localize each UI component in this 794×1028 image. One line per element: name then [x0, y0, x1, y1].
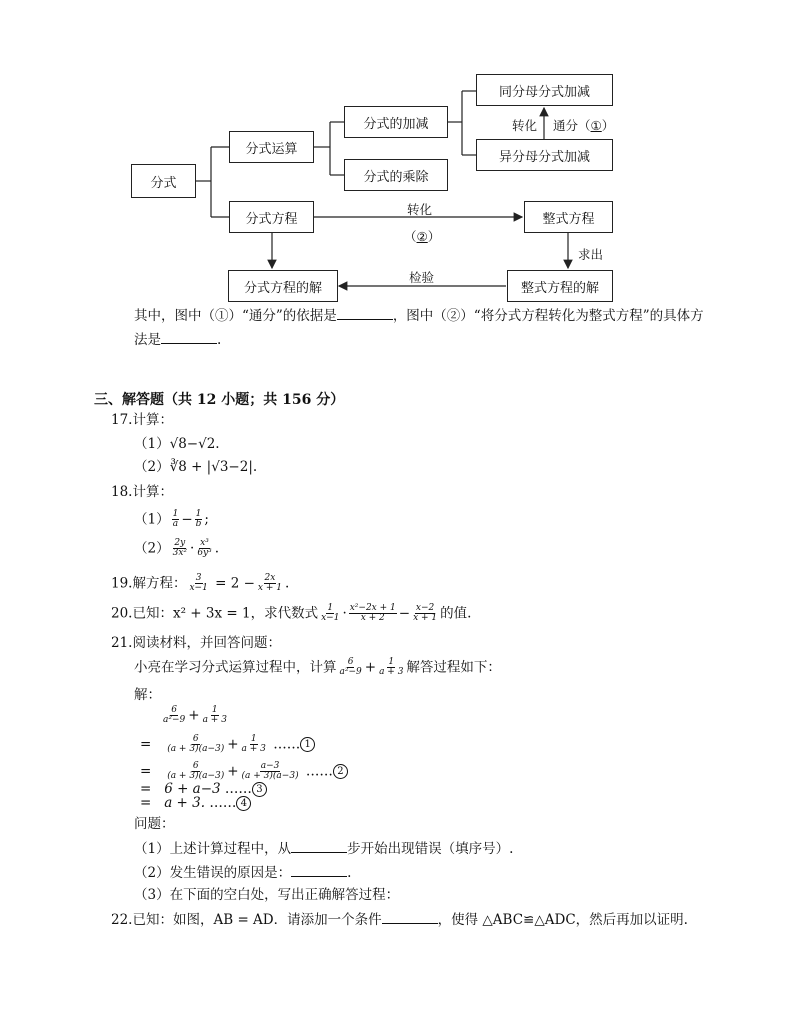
node-integral-equation: 整式方程	[524, 201, 613, 233]
frac-q20-mid: $\frac{\text{x²−2x + 1}}{x + 2}$	[349, 603, 396, 624]
node-diff-denominator: 异分母分式加减	[476, 139, 613, 171]
q21-intro-a: 小亮在学习分式运算过程中，计算	[134, 659, 337, 676]
q21-step4: = a + 3. …… 4	[140, 796, 251, 811]
label-method-2	[404, 227, 440, 245]
node-same-denominator: 同分母分式加减	[476, 74, 613, 106]
q22-text-a: 已知：如图，AB = AD．请添加一个条件	[132, 912, 382, 928]
q17-title: 计算：	[132, 412, 173, 428]
q16-line2	[134, 333, 221, 348]
concept-diagram	[0, 0, 794, 300]
node-mul-div: 分式的乘除	[344, 159, 448, 191]
frac-3-over-x-1: $\frac{3}{x-1}$	[189, 573, 208, 594]
step-marker-1: 1	[300, 737, 315, 752]
frac-q20-last: $\frac{x-2}{x + 1}$	[413, 603, 438, 624]
dots-1: ……	[273, 736, 301, 753]
frac-1-over-x-1: $\frac{1}{x-1}$	[321, 603, 340, 624]
frac-6-over-a2-9: $\frac{6}{\text{a²−9}}$	[339, 657, 362, 678]
circle-marker-2: ②	[416, 229, 428, 244]
q21-title: 阅读材料，并回答问题：	[132, 635, 281, 651]
frac-step1-a: $\frac{6}{(a + 3)(a-3)}$	[167, 734, 225, 755]
q20-text-a: 已知：x² + 3x = 1，求代数式	[132, 605, 319, 622]
q22-number: 22.	[111, 912, 133, 928]
q18-title: 计算：	[132, 484, 173, 500]
q18-head	[111, 486, 173, 500]
q18-part2: （2） $\frac{2y}{\text{3x²}}$ · $\frac{\text{x³}}{\text{6y³}}$ .	[134, 538, 220, 559]
frac-step0-a: $\frac{6}{\text{a²−9}}$	[163, 705, 186, 726]
node-root: 分式	[131, 164, 196, 198]
mid-open: （	[404, 229, 417, 244]
node-fractional-solution: 分式方程的解	[228, 270, 338, 302]
q16-line1	[134, 309, 704, 324]
node-integral-solution: 整式方程的解	[507, 270, 613, 302]
step3-expr: 6 + a−3	[164, 781, 221, 797]
q17-part1: （1）√8−√2.	[134, 436, 220, 452]
diagram-connectors	[0, 0, 794, 300]
q19-rhs: = 2 −	[215, 575, 255, 592]
q18-part2-label: （2）	[134, 540, 170, 557]
q22-line	[111, 913, 688, 928]
q21-step0: $\frac{6}{\text{a²−9}}$ + $\frac{1}{a + 3}$	[163, 705, 227, 726]
frac-step2-a: $\frac{6}{(a + 3)(a-3)}$	[167, 761, 225, 782]
q21-q2-a: （2）发生错误的原因是：	[134, 865, 292, 881]
q21-blank-2	[291, 866, 347, 877]
q21-question-3: （3）在下面的空白处，写出正确解答过程：	[134, 887, 400, 903]
q20-number: 20.	[111, 605, 133, 622]
q21-blank-1	[291, 842, 347, 853]
dots-4: ……	[209, 795, 237, 811]
q19-text: 解方程：	[132, 575, 187, 592]
common-den-text: 通分（	[553, 118, 591, 133]
dots-3: ……	[224, 781, 252, 797]
q21-question-1	[134, 842, 513, 857]
frac-2y-over-3x2: $\frac{2y}{\text{3x²}}$	[172, 538, 188, 559]
label-check: 检验	[409, 270, 435, 285]
label-solve: 求出	[578, 247, 604, 262]
label-transform-mid: 转化	[407, 202, 433, 217]
q21-q2-b: .	[347, 865, 352, 881]
q17-head	[111, 414, 173, 428]
frac-1-over-b: $\frac{1}{b}$	[195, 509, 202, 530]
q16-blank-1	[337, 309, 393, 320]
q22-text-b: ，使得 △ABC≌△ADC，然后再加以证明.	[437, 912, 688, 928]
label-common-denominator	[553, 116, 614, 134]
q19-line: 19.解方程： $\frac{3}{x-1}$ = 2 − $\frac{2x}{x + 1}$ .	[111, 573, 290, 594]
q20-text-b: 的值.	[440, 605, 472, 622]
q20-line: 20.已知：x² + 3x = 1，求代数式 $\frac{1}{x-1}$ · $\frac{\text{x²−2x + 1}}{x + 2}$ − $\frac{x-2}{x + 1}$ 的值.	[111, 603, 472, 624]
node-operations: 分式运算	[229, 131, 314, 163]
node-fractional-equation: 分式方程	[229, 201, 314, 233]
q16-line1-b: ，图中（②）“将分式方程转化为整式方程”的具体方	[392, 308, 704, 324]
q21-intro-b: 解答过程如下：	[406, 659, 501, 676]
q19-number: 19.	[111, 575, 133, 592]
q21-number: 21.	[111, 635, 133, 651]
circle-marker-1: ①	[590, 118, 602, 133]
q21-solution-label: 解：	[134, 687, 161, 703]
q21-step3: = 6 + a−3 …… 3	[140, 782, 267, 797]
q16-line1-a: 其中，图中（①）“通分”的依据是	[134, 308, 337, 324]
q21-step2: = $\frac{6}{(a + 3)(a-3)}$ + $\frac{a-3}{(a + 3)(a-3)}$ …… 2	[140, 762, 348, 782]
q21-question-2	[134, 866, 351, 881]
section-title: 三、解答题（共 12 小题；共 156 分）	[94, 392, 345, 408]
step-marker-2: 2	[333, 764, 348, 779]
q21-intro: 小亮在学习分式运算过程中，计算 $\frac{6}{\text{a²−9}}$ + $\frac{1}{a + 3}$ 解答过程如下：	[134, 657, 501, 678]
step-marker-4: 4	[236, 796, 251, 811]
q21-question-label: 问题：	[134, 816, 175, 832]
frac-2x-over-x+1: $\frac{2x}{x + 1}$	[257, 573, 282, 594]
q18-part1: （1） $\frac{1}{a}$ − $\frac{1}{b}$ ;	[134, 509, 209, 530]
q21-q1-a: （1）上述计算过程中，从	[134, 841, 292, 857]
q16-line2-b: .	[217, 332, 222, 348]
frac-1-over-a+3: $\frac{1}{a + 3}$	[379, 657, 404, 678]
q18-number: 18.	[111, 484, 133, 500]
frac-x3-over-6y3: $\frac{\text{x³}}{\text{6y³}}$	[197, 538, 212, 559]
q18-part1-label: （1）	[134, 511, 170, 528]
frac-step2-b: $\frac{a-3}{(a + 3)(a-3)}$	[241, 761, 299, 782]
frac-step0-b: $\frac{1}{a + 3}$	[202, 705, 227, 726]
node-add-sub: 分式的加减	[344, 106, 448, 138]
q21-q1-b: 步开始出现错误（填序号）.	[347, 841, 514, 857]
mid-close: ）	[427, 229, 441, 244]
dots-2: ……	[305, 763, 333, 780]
frac-step1-b: $\frac{1}{a + 3}$	[241, 734, 266, 755]
label-transform-up: 转化	[512, 118, 538, 133]
q22-blank	[382, 913, 438, 924]
q16-line2-a: 法是	[134, 332, 161, 348]
q21-head	[111, 637, 281, 651]
q21-step1: = $\frac{6}{(a + 3)(a-3)}$ + $\frac{1}{a + 3}$ …… 1	[140, 735, 315, 755]
q16-blank-2	[161, 333, 217, 344]
step-marker-3: 3	[252, 782, 267, 797]
q17-number: 17.	[111, 412, 133, 428]
frac-1-over-a: $\frac{1}{a}$	[172, 509, 179, 530]
step4-expr: a + 3.	[164, 795, 206, 811]
common-den-close: ）	[601, 118, 615, 133]
q17-part2: （2）∛8 + |√3−2|.	[134, 459, 258, 475]
